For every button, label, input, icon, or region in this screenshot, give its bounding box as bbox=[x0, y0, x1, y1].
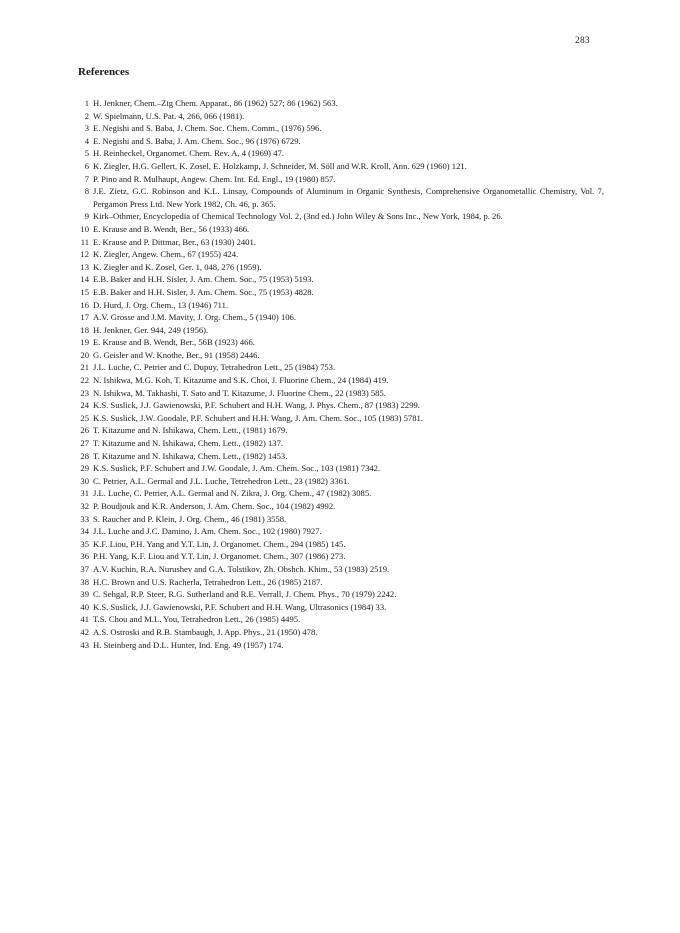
reference-item bbox=[76, 286, 604, 299]
reference-text: E. Negishi and S. Baba, J. Chem. Soc. Chem. Comm., (1976) 596. bbox=[93, 123, 322, 134]
reference-item bbox=[76, 576, 604, 589]
reference-text: N. Ishikwa, M. Takhashi, T. Sato and T. Kitazume, J. Fluorine Chem., 22 (1983) 585. bbox=[93, 387, 386, 398]
reference-text: E. Krause and B. Wendt, Ber., 56 (1933) 466. bbox=[93, 223, 250, 234]
reference-number: 1 bbox=[84, 98, 89, 108]
reference-text: E. Krause and B. Wendt, Ber., 56B (1923) 466. bbox=[93, 337, 255, 348]
reference-item bbox=[76, 613, 604, 626]
reference-text: J.L. Luche, C. Petrier, A.L. Germal and N. Zikra, J. Org. Chem., 47 (1982) 3085. bbox=[93, 488, 372, 499]
reference-number: 23 bbox=[80, 387, 89, 398]
references-heading: References bbox=[78, 66, 130, 78]
reference-number: 21 bbox=[80, 362, 89, 373]
reference-number: 5 bbox=[84, 148, 89, 159]
reference-item bbox=[76, 500, 604, 513]
reference-text: C. Sehgal, R.P. Steer, R.G. Sutherland and R.E. Verrall, J. Chem. Phys., 70 (1979) 2242. bbox=[93, 589, 397, 600]
reference-text: P.H. Yang, K.F. Liou and Y.T. Lin, J. Organomet. Chem., 307 (1986) 273. bbox=[93, 551, 346, 562]
reference-item bbox=[76, 424, 604, 437]
reference-text: K.S. Suslick, J.J. Gawienowski, P.F. Schubert and H.H. Wang, J. Phys. Chem., 87 (1983) 2299. bbox=[93, 400, 420, 411]
reference-number: 9 bbox=[84, 211, 89, 222]
reference-text: P. Pino and R. Mulhaupt, Angew. Chem. Int. Ed. Engl., 19 (1980) 857. bbox=[93, 173, 336, 184]
reference-text: T. Kitazume and N. Ishikawa, Chem. Lett., (1982) 1453. bbox=[93, 450, 288, 461]
reference-item bbox=[76, 550, 604, 563]
reference-item bbox=[76, 538, 604, 551]
reference-text: K.F. Liou, P.H. Yang and Y.T. Lin, J. Organomet. Chem., 294 (1985) 145. bbox=[93, 538, 346, 549]
reference-item bbox=[76, 639, 604, 652]
reference-text: C. Petrier, A.L. Germal and J.L. Luche, Tetrehedron Lett., 23 (1982) 3361. bbox=[93, 475, 350, 486]
reference-number: 36 bbox=[80, 551, 89, 562]
reference-number: 19 bbox=[80, 337, 89, 348]
reference-item bbox=[76, 261, 604, 274]
page-number: 283 bbox=[575, 36, 590, 46]
reference-number: 12 bbox=[80, 249, 89, 260]
reference-item bbox=[76, 336, 604, 349]
reference-text: A.V. Kuchin, R.A. Nurushev and G.A. Tolstikov, Zh. Obshch. Khim., 53 (1983) 2519. bbox=[93, 563, 390, 574]
reference-text: J.L. Luche and J.C. Damino, J. Am. Chem. Soc., 102 (1980) 7927. bbox=[93, 526, 322, 537]
reference-item bbox=[76, 513, 604, 526]
reference-text: H. Jenkner, Chem.–Ztg Chem. Apparat., 86 (1962) 527; 86 (1962) 563. bbox=[93, 98, 338, 108]
reference-text: H.C. Brown and U.S. Racherla, Tetrahedron Lett., 26 (1985) 2187. bbox=[93, 576, 323, 587]
reference-number: 41 bbox=[80, 614, 89, 625]
reference-item bbox=[76, 135, 604, 148]
reference-text: D. Hurd, J. Org. Chem., 13 (1946) 711. bbox=[93, 299, 229, 310]
reference-number: 7 bbox=[84, 173, 89, 184]
reference-number: 18 bbox=[80, 324, 89, 335]
reference-number: 28 bbox=[80, 450, 89, 461]
reference-item bbox=[76, 412, 604, 425]
reference-number: 20 bbox=[80, 349, 89, 360]
reference-item bbox=[76, 349, 604, 362]
reference-number: 16 bbox=[80, 299, 89, 310]
reference-item bbox=[76, 173, 604, 186]
reference-text: H. Reinheckel, Organomet. Chem. Rev. A, 4 (1969) 47. bbox=[93, 148, 284, 159]
reference-item bbox=[76, 299, 604, 312]
reference-number: 15 bbox=[80, 286, 89, 297]
reference-item bbox=[76, 248, 604, 261]
reference-item bbox=[76, 588, 604, 601]
reference-item bbox=[76, 185, 604, 210]
reference-number: 8 bbox=[84, 186, 89, 197]
reference-list bbox=[76, 97, 604, 651]
reference-number: 27 bbox=[80, 438, 89, 449]
reference-item bbox=[76, 361, 604, 374]
reference-text: K.S. Suslick, P.F. Schubert and J.W. Goodale, J. Am. Chem. Soc., 103 (1981) 7342. bbox=[93, 463, 381, 474]
reference-item bbox=[76, 110, 604, 123]
reference-number: 37 bbox=[80, 563, 89, 574]
reference-number: 11 bbox=[80, 236, 89, 247]
reference-item bbox=[76, 236, 604, 249]
reference-item bbox=[76, 437, 604, 450]
reference-text: K. Ziegler and K. Zosel, Ger. 1, 048, 276 (1959). bbox=[93, 261, 262, 272]
reference-text: T. Kitazume and N. Ishikawa, Chem. Lett., (1982) 137. bbox=[93, 438, 284, 449]
reference-item bbox=[76, 462, 604, 475]
reference-text: A.S. Ostroski and R.B. Stambaugh, J. App. Phys., 21 (1950) 478. bbox=[93, 626, 318, 637]
reference-item bbox=[76, 563, 604, 576]
reference-number: 40 bbox=[80, 601, 89, 612]
reference-text: S. Raucher and P. Klein, J. Org. Chem., 46 (1981) 3558. bbox=[93, 513, 287, 524]
reference-text: K.S. Suslick, J.W. Goodale, P.F. Schubert and H.H. Wang, J. Am. Chem. Soc., 105 (1983) 5781. bbox=[93, 412, 423, 423]
reference-item bbox=[76, 147, 604, 160]
reference-number: 17 bbox=[80, 312, 89, 323]
reference-item bbox=[76, 601, 604, 614]
reference-number: 22 bbox=[80, 375, 89, 386]
reference-item bbox=[76, 273, 604, 286]
reference-number: 4 bbox=[84, 135, 89, 146]
reference-text: K.S. Suslick, J.J. Gawienowski, P.F. Schubert and H.H. Wang, Ultrasonics (1984) 33. bbox=[93, 601, 387, 612]
reference-number: 6 bbox=[84, 160, 89, 171]
reference-text: T.S. Chou and M.L. You, Tetrahedron Lett., 26 (1985) 4495. bbox=[93, 614, 301, 625]
reference-text: N. Ishikwa, M.G. Koh, T. Kitazume and S.K. Choi, J. Fluorine Chem., 24 (1984) 419. bbox=[93, 375, 389, 386]
reference-item bbox=[76, 374, 604, 387]
reference-number: 2 bbox=[84, 110, 89, 121]
reference-item bbox=[76, 160, 604, 173]
reference-number: 14 bbox=[80, 274, 89, 285]
reference-number: 30 bbox=[80, 475, 89, 486]
reference-text: J.L. Luche, C. Petrier and C. Dupuy, Tetrahedron Lett., 25 (1984) 753. bbox=[93, 362, 336, 373]
reference-text: A.V. Grosse and J.M. Mavity, J. Org. Chem., 5 (1940) 106. bbox=[93, 312, 296, 323]
reference-number: 26 bbox=[80, 425, 89, 436]
reference-text: G. Geisler and W. Knothe, Ber., 91 (1958) 2446. bbox=[93, 349, 260, 360]
reference-item bbox=[76, 97, 604, 110]
reference-number: 3 bbox=[84, 123, 89, 134]
reference-item bbox=[76, 626, 604, 639]
reference-text: E.B. Baker and H.H. Sisler, J. Am. Chem. Soc., 75 (1953) 5193. bbox=[93, 274, 314, 285]
reference-text: J.E. Zietz, G.C. Robinson and K.L. Linsay, Compounds of Aluminum in Organic Synthesis, Comprehensive Organometallic Chemistry, Vol. 7, Pergamon Press Ltd. New York 1982, Ch. 46, p. 365. bbox=[93, 186, 604, 209]
reference-text: K. Ziegler, H.G. Gellert, K. Zosel, E. Holzkamp, J. Schneider, M. Söll and W.R. Kroll, Ann. 629 (1960) 121. bbox=[93, 160, 467, 171]
reference-item bbox=[76, 311, 604, 324]
reference-number: 39 bbox=[80, 589, 89, 600]
reference-item bbox=[76, 399, 604, 412]
reference-number: 10 bbox=[80, 223, 89, 234]
reference-number: 43 bbox=[80, 639, 89, 650]
reference-number: 35 bbox=[80, 538, 89, 549]
reference-text: E. Negishi and S. Baba, J. Am. Chem. Soc., 96 (1976) 6729. bbox=[93, 135, 301, 146]
reference-text: E. Krause and P. Dittmar, Ber., 63 (1930) 2401. bbox=[93, 236, 256, 247]
reference-number: 13 bbox=[80, 261, 89, 272]
reference-item bbox=[76, 210, 604, 223]
reference-text: K. Ziegler, Angew. Chem., 67 (1955) 424. bbox=[93, 249, 239, 260]
reference-item bbox=[76, 223, 604, 236]
reference-number: 29 bbox=[80, 463, 89, 474]
reference-item bbox=[76, 122, 604, 135]
reference-text: T. Kitazume and N. Ishikawa, Chem. Lett., (1981) 1679. bbox=[93, 425, 288, 436]
reference-number: 31 bbox=[80, 488, 89, 499]
reference-number: 32 bbox=[80, 501, 89, 511]
reference-item bbox=[76, 450, 604, 463]
reference-number: 38 bbox=[80, 576, 89, 587]
reference-text: Kirk–Othmer, Encyclopedia of Chemical Technology Vol. 2, (3nd ed.) John Wiley & Sons Inc., New York, 1984, p. 26. bbox=[93, 211, 503, 222]
reference-text: W. Spielmann, U.S. Pat. 4, 266, 066 (1981). bbox=[93, 110, 245, 121]
reference-item bbox=[76, 525, 604, 538]
reference-number: 33 bbox=[80, 513, 89, 524]
reference-number: 24 bbox=[80, 400, 89, 411]
reference-text: E.B. Baker and H.H. Sisler, J. Am. Chem. Soc., 75 (1953) 4828. bbox=[93, 286, 314, 297]
reference-text: H. Jenkner, Ger. 944, 249 (1956). bbox=[93, 324, 209, 335]
reference-item bbox=[76, 324, 604, 337]
reference-text: P. Boudjouk and K.R. Anderson, J. Am. Chem. Soc., 104 (1982) 4992. bbox=[93, 501, 336, 511]
reference-item bbox=[76, 387, 604, 400]
reference-item bbox=[76, 475, 604, 488]
reference-item bbox=[76, 487, 604, 500]
reference-number: 42 bbox=[80, 626, 89, 637]
reference-text: H. Steinberg and D.L. Hunter, Ind. Eng. 49 (1957) 174. bbox=[93, 639, 284, 650]
reference-number: 34 bbox=[80, 526, 89, 537]
reference-number: 25 bbox=[80, 412, 89, 423]
